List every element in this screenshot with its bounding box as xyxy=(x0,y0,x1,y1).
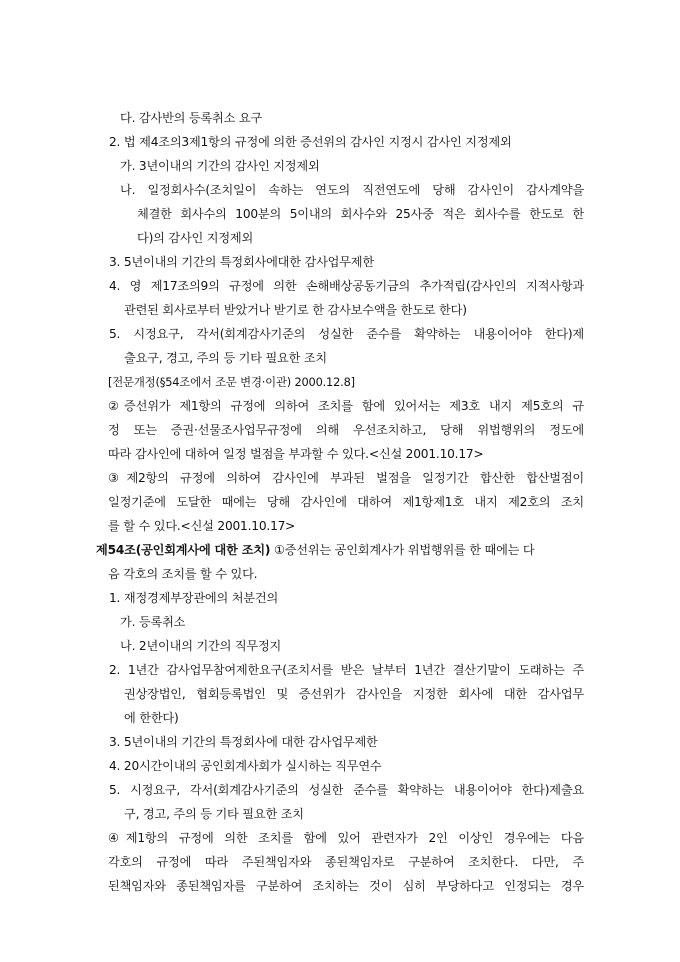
paragraph-line: ③제2항의 규정에 의하여 감사인에 부과된 벌점을 일정기간 합산한 합산벌점이 xyxy=(108,471,584,485)
paragraph-line: 따라 감사인에 대하여 일정 벌점을 부과할 수 있다.<신설 2001.10.17> xyxy=(108,447,484,461)
clause-line: 나. 2년이내의 기간의 직무정지 xyxy=(120,639,282,653)
clause-line: 에 한한다) xyxy=(124,711,179,725)
clause-line: 관련된 회사로부터 받았거나 받기로 한 감사보수액을 한도로 한다) xyxy=(124,303,467,317)
clause-line: 4. 20시간이내의 공인회계사회가 실시하는 직무연수 xyxy=(109,759,382,773)
paragraph-line: 각호의 규정에 따라 주된책임자와 종된책임자로 구분하여 조치한다. 다만, 주 xyxy=(108,855,584,869)
clause-line: 3. 5년이내의 기간의 특정회사에 대한 감사업무제한 xyxy=(109,735,378,749)
paragraph-line: ④제1항의 규정에 의한 조치를 함에 있어 관련자가 2인 이상인 경우에는 다음 xyxy=(108,831,584,845)
clause-line: 5. 시정요구, 각서(회계감사기준의 성실한 준수를 확약하는 내용이어야 한다)제 xyxy=(109,327,584,341)
paragraph-line: 를 할 수 있다.<신설 2001.10.17> xyxy=(108,519,296,533)
article-text: ①증선위는 공인회계사가 위법행위를 한 때에는 다 xyxy=(270,543,535,557)
clause-line: 구, 경고, 주의 등 기타 필요한 조치 xyxy=(124,807,304,821)
clause-line: 다)의 감사인 지정제외 xyxy=(137,231,254,245)
clause-line: 체결한 회사수의 100분의 5이내의 회사수와 25사중 적은 회사수를 한도로 한 xyxy=(137,207,584,221)
article-title: 제54조(공인회계사에 대한 조치) xyxy=(96,543,271,557)
clause-line: 5. 시정요구, 각서(회계감사기준의 성실한 준수를 확약하는 내용이어야 한다)제출요 xyxy=(109,783,584,797)
clause-line: 권상장법인, 협회등록법인 및 증선위가 감사인을 지정한 회사에 대한 감사업무 xyxy=(124,687,584,701)
clause-line: 가. 3년이내의 기간의 감사인 지정제외 xyxy=(120,159,320,173)
clause-line: 가. 등록취소 xyxy=(120,615,186,629)
clause-line: 나. 일정회사수(조치일이 속하는 연도의 직전연도에 당해 감사인이 감사계약을 xyxy=(120,183,584,197)
paragraph-line: 된책임자와 종된책임자를 구분하여 조치하는 것이 심히 부당하다고 인정되는 경우 xyxy=(108,879,584,893)
clause-line: 1. 재정경제부장관에의 처분건의 xyxy=(109,591,279,605)
paragraph-line: 정 또는 증권·선물조사업무규정에 의해 우선조치하고, 당해 위법행위의 정도에 xyxy=(108,423,584,437)
paragraph-line: ②증선위가 제1항의 규정에 의하여 조치를 함에 있어서는 제3호 내지 제5호의 규 xyxy=(108,399,584,413)
clause-line: 다. 감사반의 등록취소 요구 xyxy=(120,111,263,125)
clause-line: 2. 법 제4조의3제1항의 규정에 의한 증선위의 감사인 지정시 감사인 지정제외 xyxy=(109,135,512,149)
clause-line: 출요구, 경고, 주의 등 기타 필요한 조치 xyxy=(124,351,327,365)
clause-line: 3. 5년이내의 기간의 특정회사에대한 감사업무제한 xyxy=(109,255,374,269)
clause-line: 2. 1년간 감사업무참여제한요구(조치서를 받은 날부터 1년간 결산기말이 도래하는 주 xyxy=(109,663,584,677)
paragraph-line: 일정기준에 도달한 때에는 당해 감사인에 대하여 제1항제1호 내지 제2호의 조치 xyxy=(108,495,584,509)
amendment-note: [전문개정(§54조에서 조문 변경·이관) 2000.12.8] xyxy=(108,375,355,389)
paragraph-line: 음 각호의 조치를 할 수 있다. xyxy=(108,567,258,581)
article-heading-line xyxy=(96,542,535,558)
clause-line: 4. 영 제17조의9의 규정에 의한 손해배상공동기금의 추가적립(감사인의 지적사항과 xyxy=(109,279,584,293)
